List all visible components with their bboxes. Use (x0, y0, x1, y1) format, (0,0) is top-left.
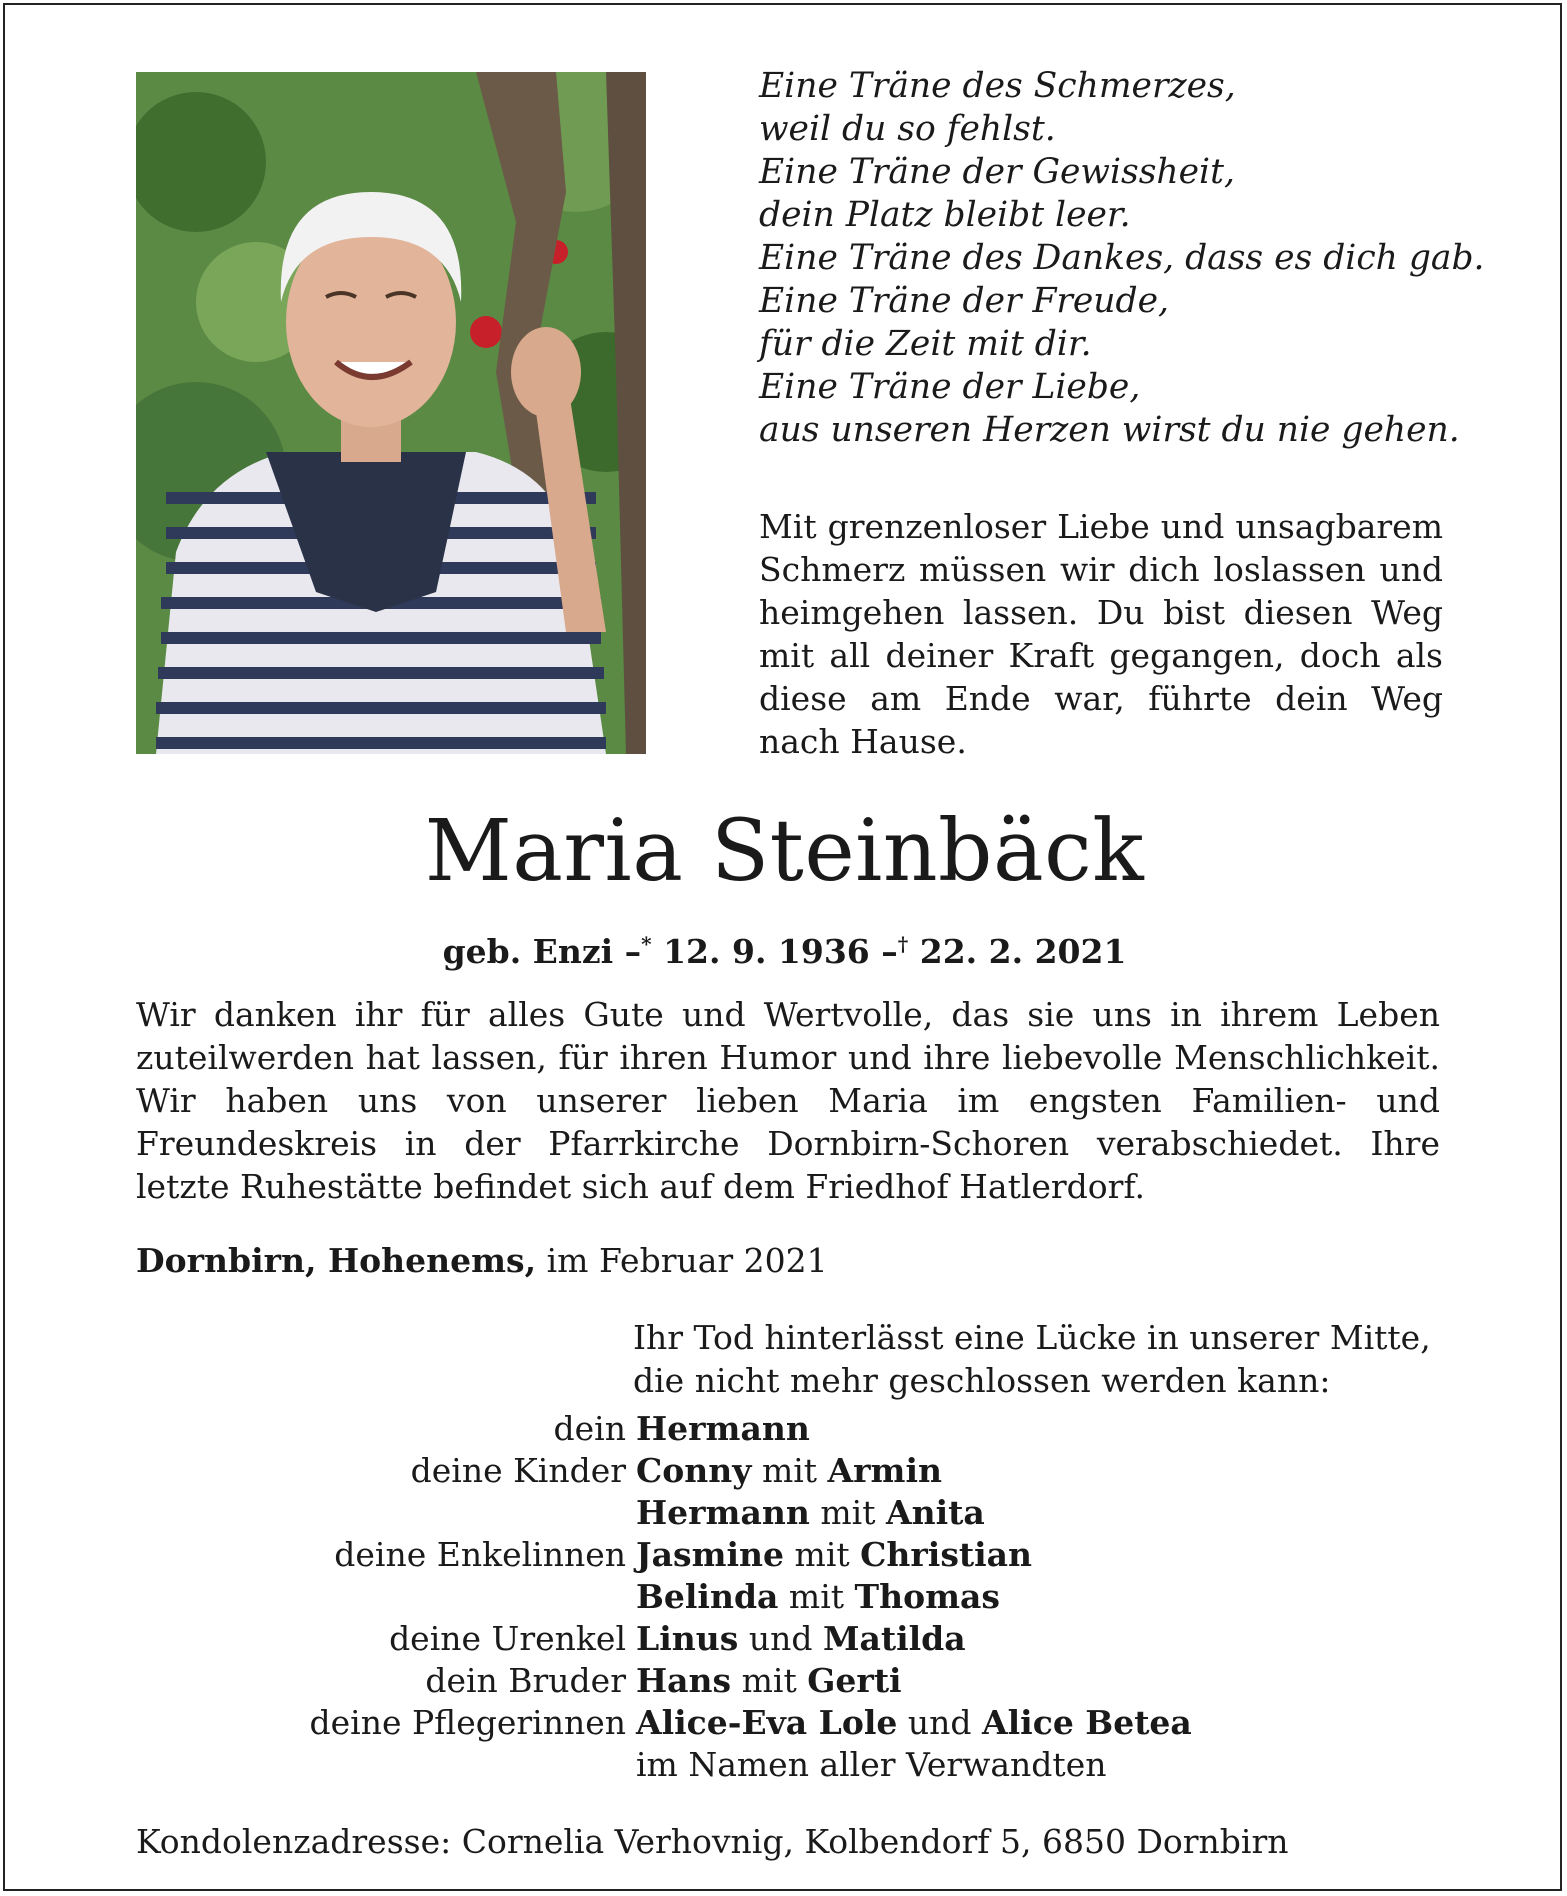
mourner-name: Hermann (636, 1493, 810, 1532)
mourner-partner: Thomas (854, 1577, 1000, 1616)
mourner-role (136, 1492, 636, 1534)
poem-line: Eine Träne des Dankes, dass es dich gab. (759, 238, 1485, 278)
mourner-row (136, 1744, 1466, 1786)
place-cities: Dornbirn, Hohenems, (136, 1241, 537, 1280)
birth-date: 12. 9. 1936 (663, 932, 870, 971)
verse-line: die nicht mehr geschlossen werden kann: (633, 1361, 1331, 1400)
portrait-illustration (136, 72, 646, 754)
mourner-partner: Gerti (807, 1661, 902, 1700)
mourner-partner: Alice Betea (982, 1703, 1192, 1742)
poem (759, 65, 1485, 452)
mourner-conjunction: und (748, 1619, 813, 1658)
mourner-row (136, 1576, 1466, 1618)
mourner-name: Jasmine (636, 1535, 785, 1574)
closing-line: im Namen aller Verwandten (636, 1745, 1107, 1784)
closing-verse (633, 1316, 1431, 1402)
mourner-name: Belinda (636, 1577, 779, 1616)
mourner-row (136, 1660, 1466, 1702)
mourner-partner: Matilda (822, 1619, 966, 1658)
poem-line: Eine Träne der Liebe, (759, 367, 1141, 407)
mourner-row (136, 1450, 1466, 1492)
mourner-name: Conny (636, 1451, 752, 1490)
life-dates: geb. Enzi –* 12. 9. 1936 –† 22. 2. 2021 (442, 932, 1127, 971)
mourner-partner: Anita (885, 1493, 985, 1532)
thanks-paragraph: Wir danken ihr für alles Gute und Wertvolle, das sie uns in ihrem Leben zuteilwerden hat lassen, für ihren Humor und ihre liebevolle Menschlichkeit. Wir haben uns von unserer lieben Maria im engsten Familien- und Freundeskreis in der Pfarrkirche Dornbirn-Schoren verabschiedet. Ihre letzte Ruhestätte befindet sich auf dem Friedhof Hatlerdorf. (136, 995, 1440, 1206)
mourner-row (136, 1408, 1466, 1450)
place-date: im Februar 2021 (546, 1241, 828, 1280)
poem-line: für die Zeit mit dir. (759, 324, 1092, 364)
mourner-conjunction: und (907, 1703, 972, 1742)
mourner-conjunction: mit (788, 1577, 845, 1616)
poem-line: Eine Träne der Freude, (759, 281, 1169, 321)
poem-line: dein Platz bleibt leer. (759, 195, 1131, 235)
mourner-partner: Armin (827, 1451, 942, 1490)
mourner-role (136, 1576, 636, 1618)
born-symbol: * (641, 932, 652, 956)
mourner-name: Hans (636, 1661, 732, 1700)
obituary-page (3, 3, 1562, 1891)
mourner-row (136, 1534, 1466, 1576)
deceased-name: Maria Steinbäck (424, 802, 1145, 901)
poem-line: aus unseren Herzen wirst du nie gehen. (759, 410, 1460, 450)
condolence-address: Kondolenzadresse: Cornelia Verhovnig, Kolbendorf 5, 6850 Dornbirn (136, 1822, 1289, 1861)
poem-line: Eine Träne der Gewissheit, (759, 152, 1235, 192)
mourner-row (136, 1702, 1466, 1744)
mourner-name: Alice-Eva Lole (636, 1703, 898, 1742)
mourner-name: Linus (636, 1619, 739, 1658)
intro-paragraph: Mit grenzenloser Liebe und unsagbarem Schmerz müssen wir dich loslassen und heimgehen lassen. Du bist diesen Weg mit all deiner Kraft gegangen, doch als diese am Ende war, führte dein Weg nach Hause. (759, 507, 1443, 761)
portrait-photo (136, 72, 646, 754)
mourner-conjunction: mit (794, 1535, 850, 1574)
mourner-partner: Christian (860, 1535, 1033, 1574)
mourner-role: deine Kinder (410, 1451, 626, 1490)
mourner-role: deine Enkelinnen (334, 1535, 626, 1574)
place-date-line (136, 1239, 828, 1283)
mourners-list (136, 1408, 1466, 1786)
mourner-row (136, 1492, 1466, 1534)
birth-name: geb. Enzi (442, 932, 614, 971)
mourner-role: deine Pflegerinnen (309, 1703, 626, 1742)
verse-line: Ihr Tod hinterlässt eine Lücke in unserer Mitte, (633, 1318, 1431, 1357)
poem-line: Eine Träne des Schmerzes, (759, 66, 1236, 106)
mourner-row (136, 1618, 1466, 1660)
died-symbol: † (897, 932, 909, 956)
mourner-conjunction: mit (741, 1661, 797, 1700)
death-date: 22. 2. 2021 (919, 932, 1127, 971)
poem-line: weil du so fehlst. (759, 109, 1056, 149)
mourner-role: dein Bruder (425, 1661, 626, 1700)
mourner-conjunction: mit (761, 1451, 818, 1490)
mourner-conjunction: mit (820, 1493, 876, 1532)
mourner-name: Hermann (636, 1409, 810, 1448)
mourner-role: deine Urenkel (389, 1619, 626, 1658)
mourner-role: dein (553, 1409, 626, 1448)
